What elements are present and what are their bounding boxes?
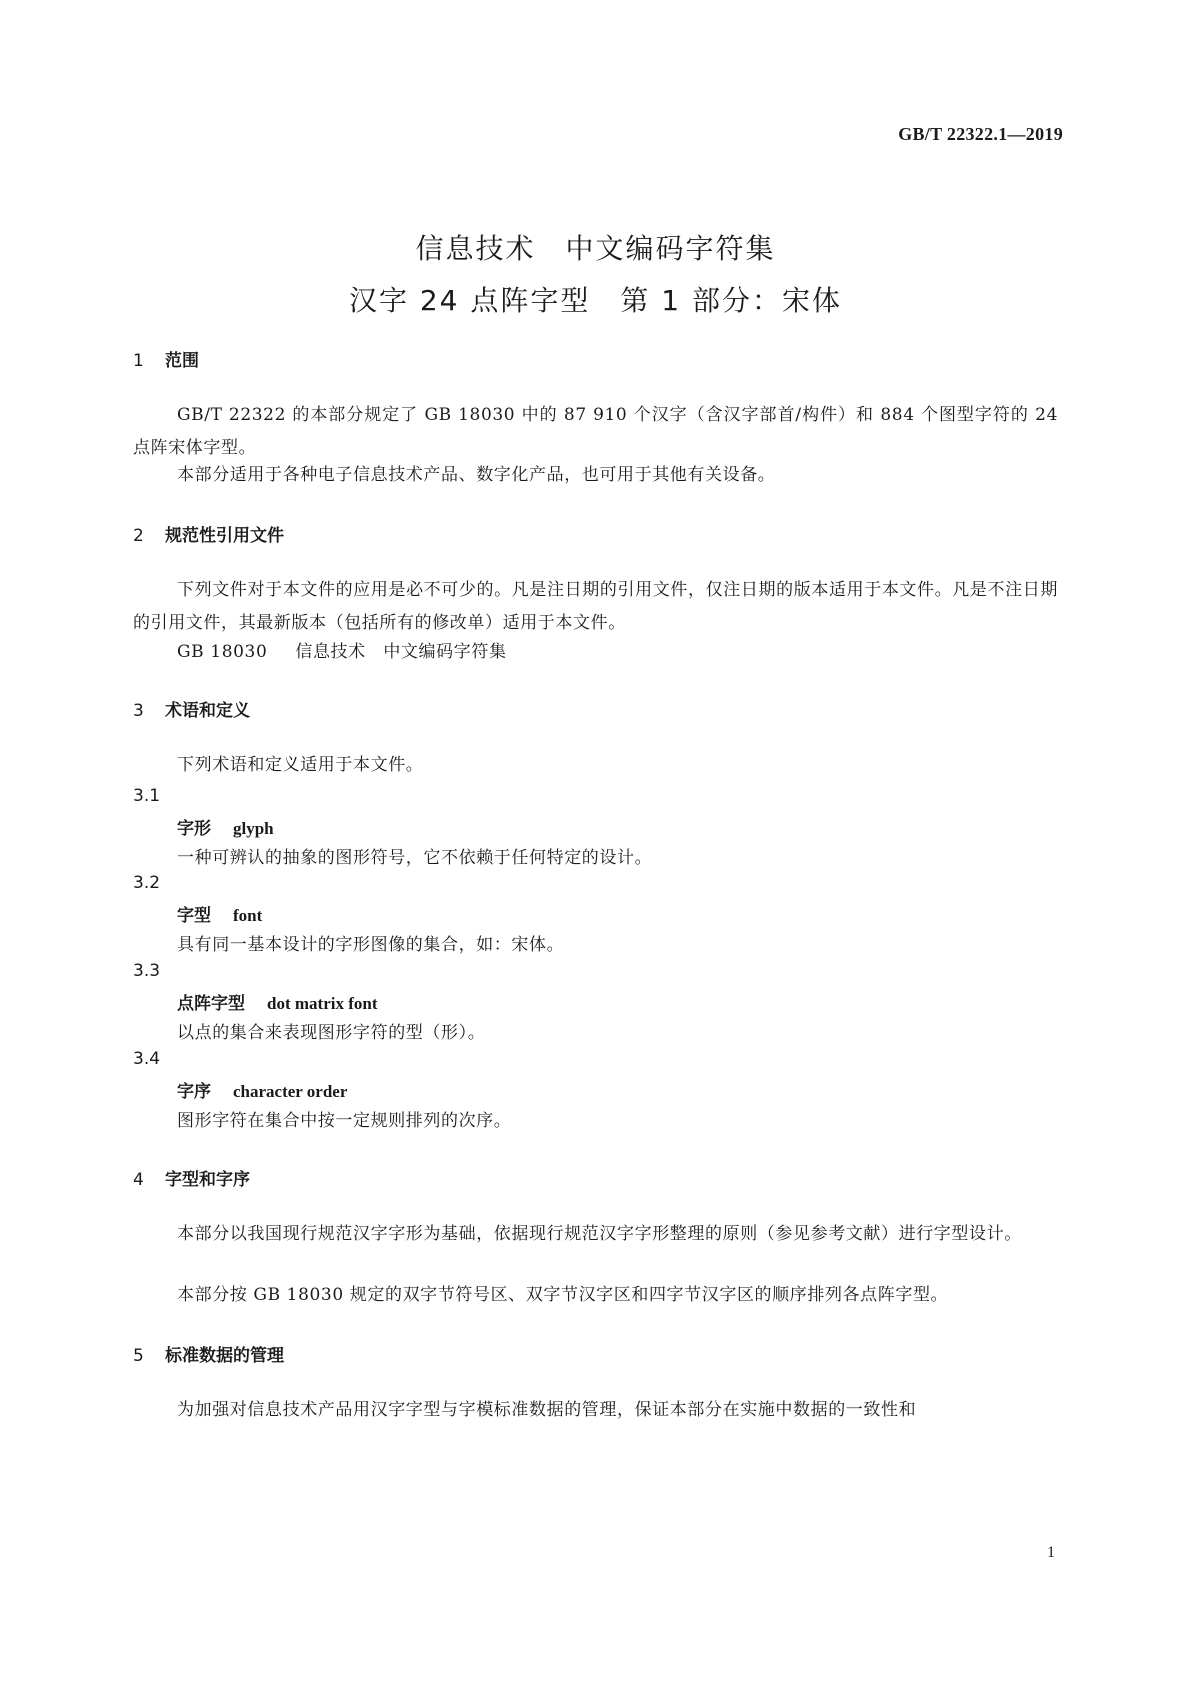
- term-zh: 字形: [177, 819, 211, 839]
- title-line-2: 汉字 24 点阵字型 第 1 部分：宋体: [348, 284, 843, 317]
- section-number: 3: [133, 701, 144, 721]
- term-heading: [177, 901, 262, 926]
- term-heading: [177, 1077, 347, 1102]
- section-title: 规范性引用文件: [165, 526, 284, 546]
- term-number: 3.2: [133, 873, 161, 893]
- term-definition: 一种可辨认的抽象的图形符号，它不依赖于任何特定的设计。: [177, 848, 653, 868]
- normative-reference: [177, 637, 507, 662]
- term-zh: 字型: [177, 906, 211, 926]
- reference-title: 信息技术 中文编码字符集: [295, 642, 507, 662]
- document-title: [0, 223, 1191, 327]
- section-title: 标准数据的管理: [165, 1346, 284, 1366]
- section-4-paragraph-1: 本部分以我国现行规范汉字字形为基础，依据现行规范汉字字形整理的原则（参见参考文献）进行字型设计。: [177, 1224, 1022, 1244]
- term-en: font: [233, 906, 263, 925]
- term-zh: 字序: [177, 1082, 211, 1102]
- section-2-heading: [133, 521, 284, 546]
- section-3-heading: [133, 696, 250, 721]
- section-number: 2: [133, 526, 144, 546]
- section-4-heading: [133, 1165, 250, 1190]
- term-definition: 具有同一基本设计的字形图像的集合，如：宋体。: [177, 935, 565, 955]
- section-title: 术语和定义: [165, 701, 250, 721]
- section-number: 5: [133, 1346, 144, 1366]
- term-zh: 点阵字型: [177, 994, 245, 1014]
- term-en: glyph: [233, 819, 274, 838]
- term-definition: 图形字符在集合中按一定规则排列的次序。: [177, 1111, 512, 1131]
- section-1-paragraph-2: 本部分适用于各种电子信息技术产品、数字化产品，也可用于其他有关设备。: [177, 465, 776, 485]
- section-5-heading: [133, 1341, 284, 1366]
- section-4-paragraph-2: 本部分按 GB 18030 规定的双字节符号区、双字节汉字区和四字节汉字区的顺序排列各点阵字型。: [177, 1285, 949, 1305]
- term-en: dot matrix font: [267, 994, 378, 1013]
- page-number: 1: [1047, 1544, 1055, 1561]
- section-5-paragraph-1: 为加强对信息技术产品用汉字字型与字模标准数据的管理，保证本部分在实施中数据的一致性和: [177, 1400, 917, 1420]
- term-en: character order: [233, 1082, 348, 1101]
- section-title: 范围: [165, 351, 199, 371]
- term-number: 3.3: [133, 961, 161, 981]
- term-definition: 以点的集合来表现图形字符的型（形）。: [177, 1023, 486, 1043]
- section-1-paragraph-1: GB/T 22322 的本部分规定了 GB 18030 中的 87 910 个汉字（含汉字部首/构件）和 884 个图型字符的 24 点阵宋体字型。: [133, 405, 1058, 458]
- section-3-paragraph-1: 下列术语和定义适用于本文件。: [177, 755, 424, 775]
- term-number: 3.4: [133, 1049, 161, 1069]
- section-2-paragraph-1: 下列文件对于本文件的应用是必不可少的。凡是注日期的引用文件，仅注日期的版本适用于本文件。凡是不注日期的引用文件，其最新版本（包括所有的修改单）适用于本文件。: [133, 580, 1058, 633]
- section-title: 字型和字序: [165, 1170, 250, 1190]
- term-heading: [177, 814, 274, 839]
- title-line-1: 信息技术 中文编码字符集: [415, 232, 776, 265]
- section-1-heading: [133, 346, 199, 371]
- section-number: 1: [133, 351, 144, 371]
- term-number: 3.1: [133, 786, 161, 806]
- standard-number: GB/T 22322.1—2019: [898, 124, 1063, 144]
- term-heading: [177, 989, 377, 1014]
- section-number: 4: [133, 1170, 144, 1190]
- reference-code: GB 18030: [177, 642, 268, 662]
